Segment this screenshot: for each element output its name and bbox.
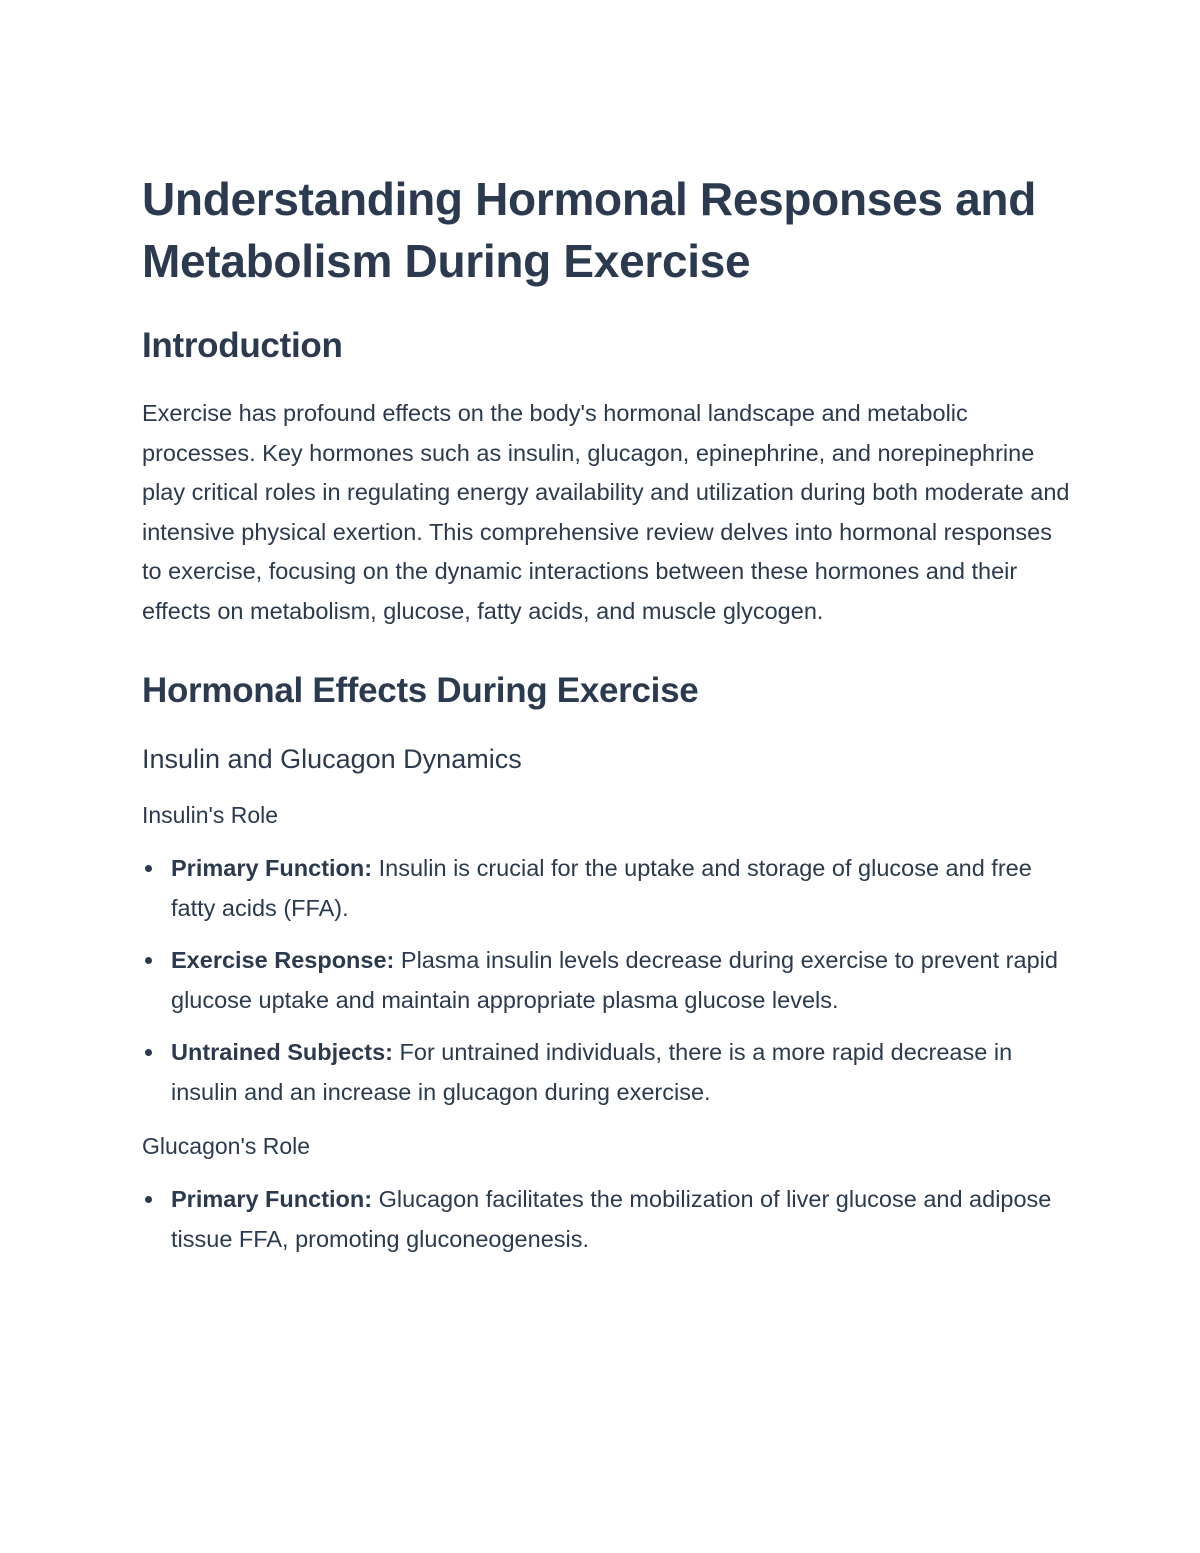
list-item-text: For untrained individuals, there is a more rapid decrease in insulin and an increase in glucagon during exercise. xyxy=(171,1038,1013,1105)
list-item xyxy=(142,848,1072,928)
list-item-text: Glucagon facilitates the mobilization of liver glucose and adipose tissue FFA, promoting gluconeogenesis. xyxy=(171,1185,1052,1252)
list-item xyxy=(142,1179,1072,1259)
insulin-role-heading: Insulin's Role xyxy=(142,801,279,828)
introduction-paragraph: Exercise has profound effects on the body's hormonal landscape and metabolic processes. Key hormones such as insulin, glucagon, epinephrine, and norepinephrine play critical roles in regulating energy availability and utilization during both moderate and intensive physical exertion. This comprehensive review delves into hormonal responses to exercise, focusing on the dynamic interactions between these hormones and their effects on metabolism, glucose, fatty acids, and muscle glycogen. xyxy=(142,400,1070,624)
list-item-term: Untrained Subjects: xyxy=(171,1038,393,1065)
glucagon-role-list xyxy=(142,1179,1072,1259)
list-item-term: Primary Function: xyxy=(171,854,373,881)
list-item-text: Insulin is crucial for the uptake and storage of glucose and free fatty acids (FFA). xyxy=(171,854,1032,921)
glucagon-role-heading: Glucagon's Role xyxy=(142,1132,311,1159)
insulin-role-list xyxy=(142,848,1072,1112)
hormonal-effects-heading: Hormonal Effects During Exercise xyxy=(142,670,699,710)
introduction-heading: Introduction xyxy=(142,326,343,365)
document-page xyxy=(142,168,1072,1271)
list-item-term: Exercise Response: xyxy=(171,946,395,973)
list-item-text: Plasma insulin levels decrease during exercise to prevent rapid glucose uptake and maintain appropriate plasma glucose levels. xyxy=(171,946,1058,1013)
document-title: Understanding Hormonal Responses and Metabolism During Exercise xyxy=(142,173,1036,287)
list-item xyxy=(142,940,1072,1020)
list-item xyxy=(142,1032,1072,1112)
list-item-term: Primary Function: xyxy=(171,1185,373,1212)
insulin-glucagon-heading: Insulin and Glucagon Dynamics xyxy=(142,743,522,774)
